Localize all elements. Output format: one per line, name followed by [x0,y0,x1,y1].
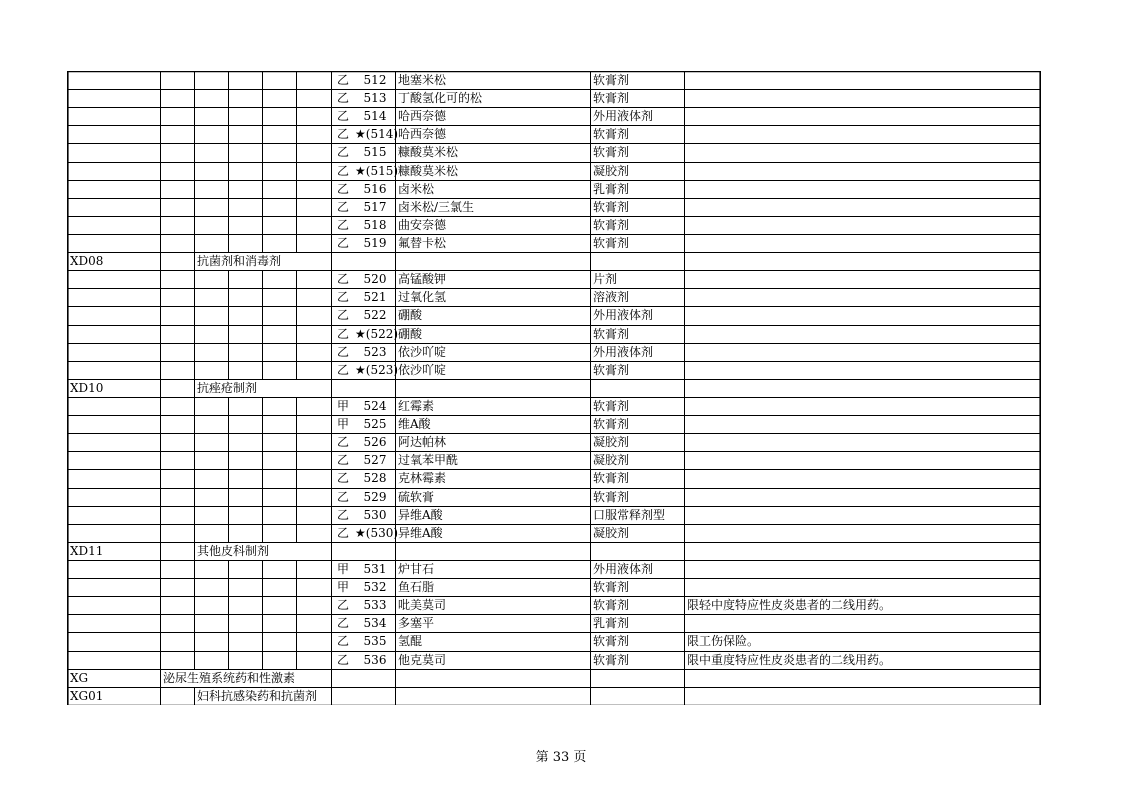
drug-number-cell: 521 [363,290,387,304]
group-name-cell: 泌尿生殖系统药和性激素 [163,671,296,685]
category-cell: 乙 [336,218,349,232]
drug-name-cell: 糠酸莫米松 [398,164,459,178]
category-cell: 甲 [336,562,349,576]
drug-number-cell: ★(523) [355,363,399,377]
dosage-form-cell: 软膏剂 [593,490,630,504]
drug-number-cell: 531 [363,562,387,576]
dosage-form-cell: 软膏剂 [593,91,630,105]
drug-name-cell: 硫软膏 [398,490,435,504]
category-cell: 乙 [336,634,349,648]
drug-number-cell: ★(530) [355,526,399,540]
dosage-form-cell: 乳膏剂 [593,182,630,196]
drug-name-cell: 丁酸氢化可的松 [398,91,483,105]
dosage-form-cell: 软膏剂 [593,236,630,250]
category-cell: 乙 [336,272,349,286]
dosage-form-cell: 软膏剂 [593,200,630,214]
dosage-form-cell: 软膏剂 [593,634,630,648]
drug-name-cell: 曲安奈德 [398,218,447,232]
category-cell: 乙 [336,308,349,322]
group-code-cell: XG [70,671,89,685]
category-cell: 甲 [336,399,349,413]
drug-number-cell: 534 [363,616,387,630]
dosage-form-cell: 软膏剂 [593,327,630,341]
dosage-form-cell: 外用液体剂 [593,308,654,322]
category-cell: 乙 [336,145,349,159]
dosage-form-cell: 软膏剂 [593,145,630,159]
drug-number-cell: 530 [363,508,387,522]
drug-name-cell: 克林霉素 [398,471,447,485]
drug-name-cell: 过氧苯甲酰 [398,453,459,467]
group-code-cell: XD10 [70,381,104,395]
category-cell: 乙 [336,327,349,341]
dosage-form-cell: 外用液体剂 [593,109,654,123]
drug-number-cell: ★(514) [355,127,399,141]
category-cell: 乙 [336,453,349,467]
remark-cell: 限工伤保险。 [687,634,760,648]
dosage-form-cell: 软膏剂 [593,363,630,377]
drug-name-cell: 氢醌 [398,634,423,648]
remark-cell: 限轻中度特应性皮炎患者的二线用药。 [687,598,892,612]
category-cell: 乙 [336,164,349,178]
dosage-form-cell: 乳膏剂 [593,616,630,630]
group-code-cell: XD08 [70,254,104,268]
category-cell: 乙 [336,345,349,359]
dosage-form-cell: 软膏剂 [593,218,630,232]
dosage-form-cell: 凝胶剂 [593,526,630,540]
drug-name-cell: 过氧化氢 [398,290,447,304]
drug-number-cell: 517 [363,200,387,214]
dosage-form-cell: 软膏剂 [593,417,630,431]
drug-name-cell: 异维A酸 [398,508,443,522]
category-cell: 乙 [336,598,349,612]
drug-number-cell: 515 [363,145,387,159]
dosage-form-cell: 凝胶剂 [593,435,630,449]
category-cell: 乙 [336,127,349,141]
dosage-form-cell: 凝胶剂 [593,164,630,178]
drug-number-cell: ★(515) [355,164,399,178]
drug-name-cell: 异维A酸 [398,526,443,540]
drug-number-cell: 520 [363,272,387,286]
drug-number-cell: 536 [363,653,387,667]
drug-number-cell: 532 [363,580,387,594]
category-cell: 乙 [336,616,349,630]
drug-name-cell: 红霉素 [398,399,435,413]
category-cell: 乙 [336,653,349,667]
drug-number-cell: 529 [363,490,387,504]
dosage-form-cell: 口服常释剂型 [593,508,666,522]
category-cell: 乙 [336,200,349,214]
drug-name-cell: 哈西奈德 [398,109,447,123]
drug-number-cell: 512 [363,73,387,87]
drug-name-cell: 氟替卡松 [398,236,447,250]
group-code-cell: XD11 [70,544,104,558]
dosage-form-cell: 凝胶剂 [593,453,630,467]
drug-name-cell: 地塞米松 [398,73,447,87]
dosage-form-cell: 软膏剂 [593,598,630,612]
category-cell: 乙 [336,109,349,123]
category-cell: 甲 [336,580,349,594]
remark-cell: 限中重度特应性皮炎患者的二线用药。 [687,653,892,667]
drug-name-cell: 卤米松 [398,182,435,196]
drug-name-cell: 哈西奈德 [398,127,447,141]
drug-number-cell: 533 [363,598,387,612]
drug-number-cell: 522 [363,308,387,322]
drug-name-cell: 高锰酸钾 [398,272,447,286]
drug-number-cell: ★(522) [355,327,399,341]
drug-number-cell: 513 [363,91,387,105]
drug-name-cell: 吡美莫司 [398,598,447,612]
drug-name-cell: 依沙吖啶 [398,363,447,377]
page-number: 第 33 页 [535,750,587,765]
category-cell: 乙 [336,236,349,250]
group-code-cell: XG01 [70,689,104,703]
drug-number-cell: 526 [363,435,387,449]
category-cell: 乙 [336,508,349,522]
drug-name-cell: 硼酸 [398,308,423,322]
drug-number-cell: 535 [363,634,387,648]
category-cell: 乙 [336,73,349,87]
drug-name-cell: 鱼石脂 [398,580,435,594]
category-cell: 乙 [336,290,349,304]
drug-number-cell: 527 [363,453,387,467]
drug-number-cell: 524 [363,399,387,413]
drug-name-cell: 糠酸莫米松 [398,145,459,159]
dosage-form-cell: 外用液体剂 [593,345,654,359]
category-cell: 乙 [336,435,349,449]
drug-name-cell: 卤米松/三氯生 [398,200,475,214]
drug-name-cell: 依沙吖啶 [398,345,447,359]
group-name-cell: 妇科抗感染药和抗菌剂 [197,689,318,703]
dosage-form-cell: 片剂 [593,272,618,286]
drug-number-cell: 518 [363,218,387,232]
drug-list-table [67,71,1041,705]
category-cell: 乙 [336,91,349,105]
dosage-form-cell: 软膏剂 [593,580,630,594]
drug-number-cell: 525 [363,417,387,431]
group-name-cell: 抗痤疮制剂 [197,381,258,395]
drug-number-cell: 528 [363,471,387,485]
group-name-cell: 抗菌剂和消毒剂 [197,254,282,268]
dosage-form-cell: 软膏剂 [593,471,630,485]
category-cell: 甲 [336,417,349,431]
category-cell: 乙 [336,471,349,485]
group-name-cell: 其他皮科制剂 [197,544,270,558]
drug-number-cell: 514 [363,109,387,123]
drug-number-cell: 519 [363,236,387,250]
drug-name-cell: 他克莫司 [398,653,447,667]
dosage-form-cell: 软膏剂 [593,653,630,667]
dosage-form-cell: 溶液剂 [593,290,630,304]
category-cell: 乙 [336,490,349,504]
drug-number-cell: 516 [363,182,387,196]
drug-name-cell: 维A酸 [398,417,431,431]
drug-name-cell: 阿达帕林 [398,435,447,449]
dosage-form-cell: 外用液体剂 [593,562,654,576]
category-cell: 乙 [336,182,349,196]
drug-name-cell: 多塞平 [398,616,435,630]
dosage-form-cell: 软膏剂 [593,127,630,141]
drug-name-cell: 硼酸 [398,327,423,341]
dosage-form-cell: 软膏剂 [593,399,630,413]
drug-name-cell: 炉甘石 [398,562,435,576]
category-cell: 乙 [336,526,349,540]
category-cell: 乙 [336,363,349,377]
drug-number-cell: 523 [363,345,387,359]
dosage-form-cell: 软膏剂 [593,73,630,87]
